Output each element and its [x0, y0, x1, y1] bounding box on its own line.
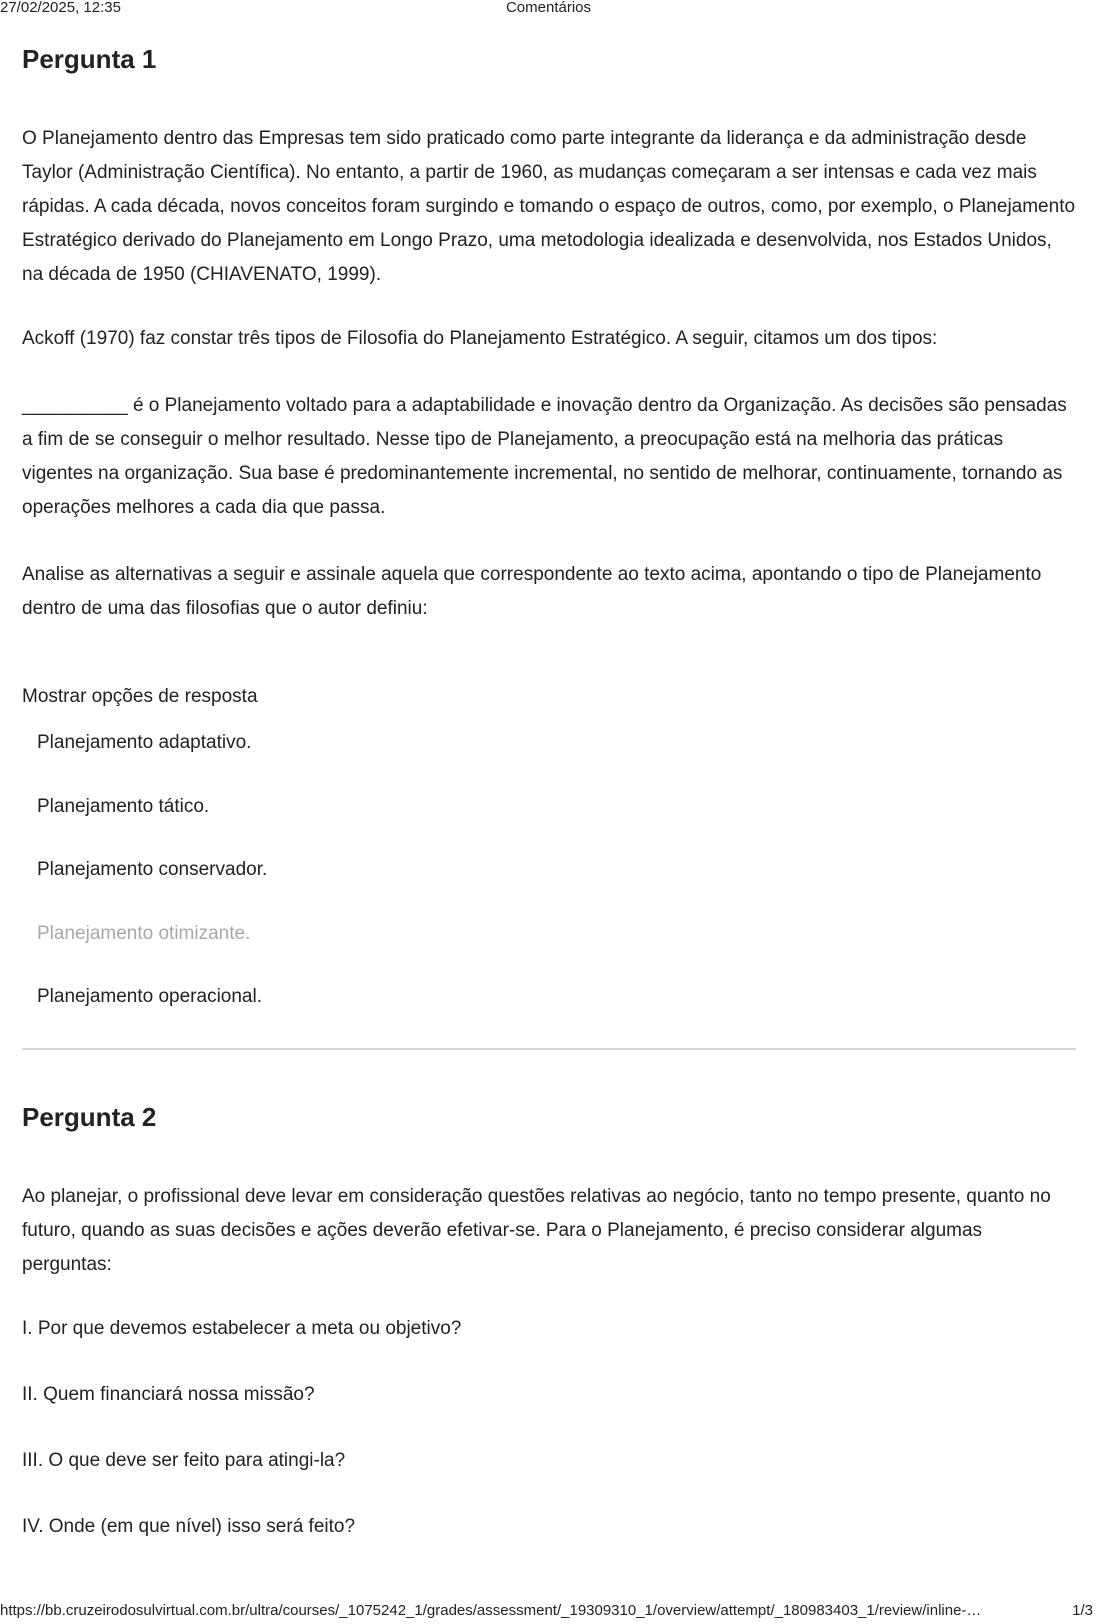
print-page-title: Comentários: [505, 0, 592, 16]
question-2-item: IV. Onde (em que nível) isso será feito?: [22, 1515, 356, 1537]
print-page-number: 1/3: [1072, 1602, 1093, 1619]
question-2-item: II. Quem financiará nossa missão?: [22, 1383, 315, 1405]
question-1-intro: O Planejamento dentro das Empresas tem sido praticado como parte integrante da liderança e da administração desde Taylor (Administração Científica). No entanto, a partir de 1960, as mudanças começaram a ser intensas e cada vez mais rápidas. A cada década, novos conceitos foram surgindo e tomando o espaço de outros, como, por exemplo, o Planejamento Estratégico derivado do Planejamento em Longo Prazo, uma metodologia idealizada e desenvolvida, nos Estados Unidos, na década de 1950 (CHIAVENATO, 1999).: [22, 128, 1076, 285]
print-header: [0, 0, 1097, 18]
question-2-intro: Ao planejar, o profissional deve levar em consideração questões relativas ao negócio, tanto no tempo presente, quanto no futuro, quando as suas decisões e ações deverão efetivar-se. Para o Planejamento, é preciso considerar algumas perguntas:: [22, 1185, 1051, 1275]
question-2-item: I. Por que devemos estabelecer a meta ou objetivo?: [22, 1317, 462, 1339]
main-content: [22, 30, 1076, 1540]
question-1-title: Pergunta 1: [22, 44, 157, 74]
question-1-prompt: Analise as alternativas a seguir e assinale aquela que correspondente ao texto acima, apontando o tipo de Planejamento dentro de uma das filosofias que o autor definiu:: [22, 564, 1042, 619]
answer-option[interactable]: Planejamento adaptativo.: [37, 732, 252, 753]
print-url: https://bb.cruzeirodosulvirtual.com.br/ultra/courses/_1075242_1/grades/assessment/_19309310_1/overview/attempt/_180983403_1/review/inline-…: [0, 1602, 982, 1619]
question-1: [22, 44, 1076, 1010]
answer-options-list: [37, 730, 1076, 1010]
answer-option[interactable]: Planejamento conservador.: [37, 859, 268, 880]
answer-option[interactable]: Planejamento tático.: [37, 795, 210, 817]
print-datetime: 27/02/2025, 12:35: [0, 0, 121, 16]
question-2-item: III. O que deve ser feito para atingi-la?: [22, 1449, 346, 1471]
question-1-context: Ackoff (1970) faz constar três tipos de Filosofia do Planejamento Estratégico. A seguir, citamos um dos tipos:: [22, 328, 938, 349]
question-1-definition: __________ é o Planejamento voltado para a adaptabilidade e inovação dentro da Organização. As decisões são pensadas a fim de se conseguir o melhor resultado. Nesse tipo de Planejamento, a preocupação está na melhoria das práticas vigentes na organização. Sua base é predominantemente incremental, no sentido de melhorar, continuamente, tornando as operações melhores a cada dia que passa.: [22, 395, 1067, 518]
show-answer-options-toggle[interactable]: Mostrar opções de resposta: [22, 686, 258, 707]
answer-option[interactable]: Planejamento operacional.: [37, 986, 262, 1007]
question-2: [22, 1102, 1076, 1540]
question-2-title: Pergunta 2: [22, 1101, 157, 1132]
print-footer: [0, 1602, 1097, 1624]
answer-option[interactable]: Planejamento otimizante.: [37, 922, 251, 944]
question-divider: [22, 1048, 1076, 1050]
